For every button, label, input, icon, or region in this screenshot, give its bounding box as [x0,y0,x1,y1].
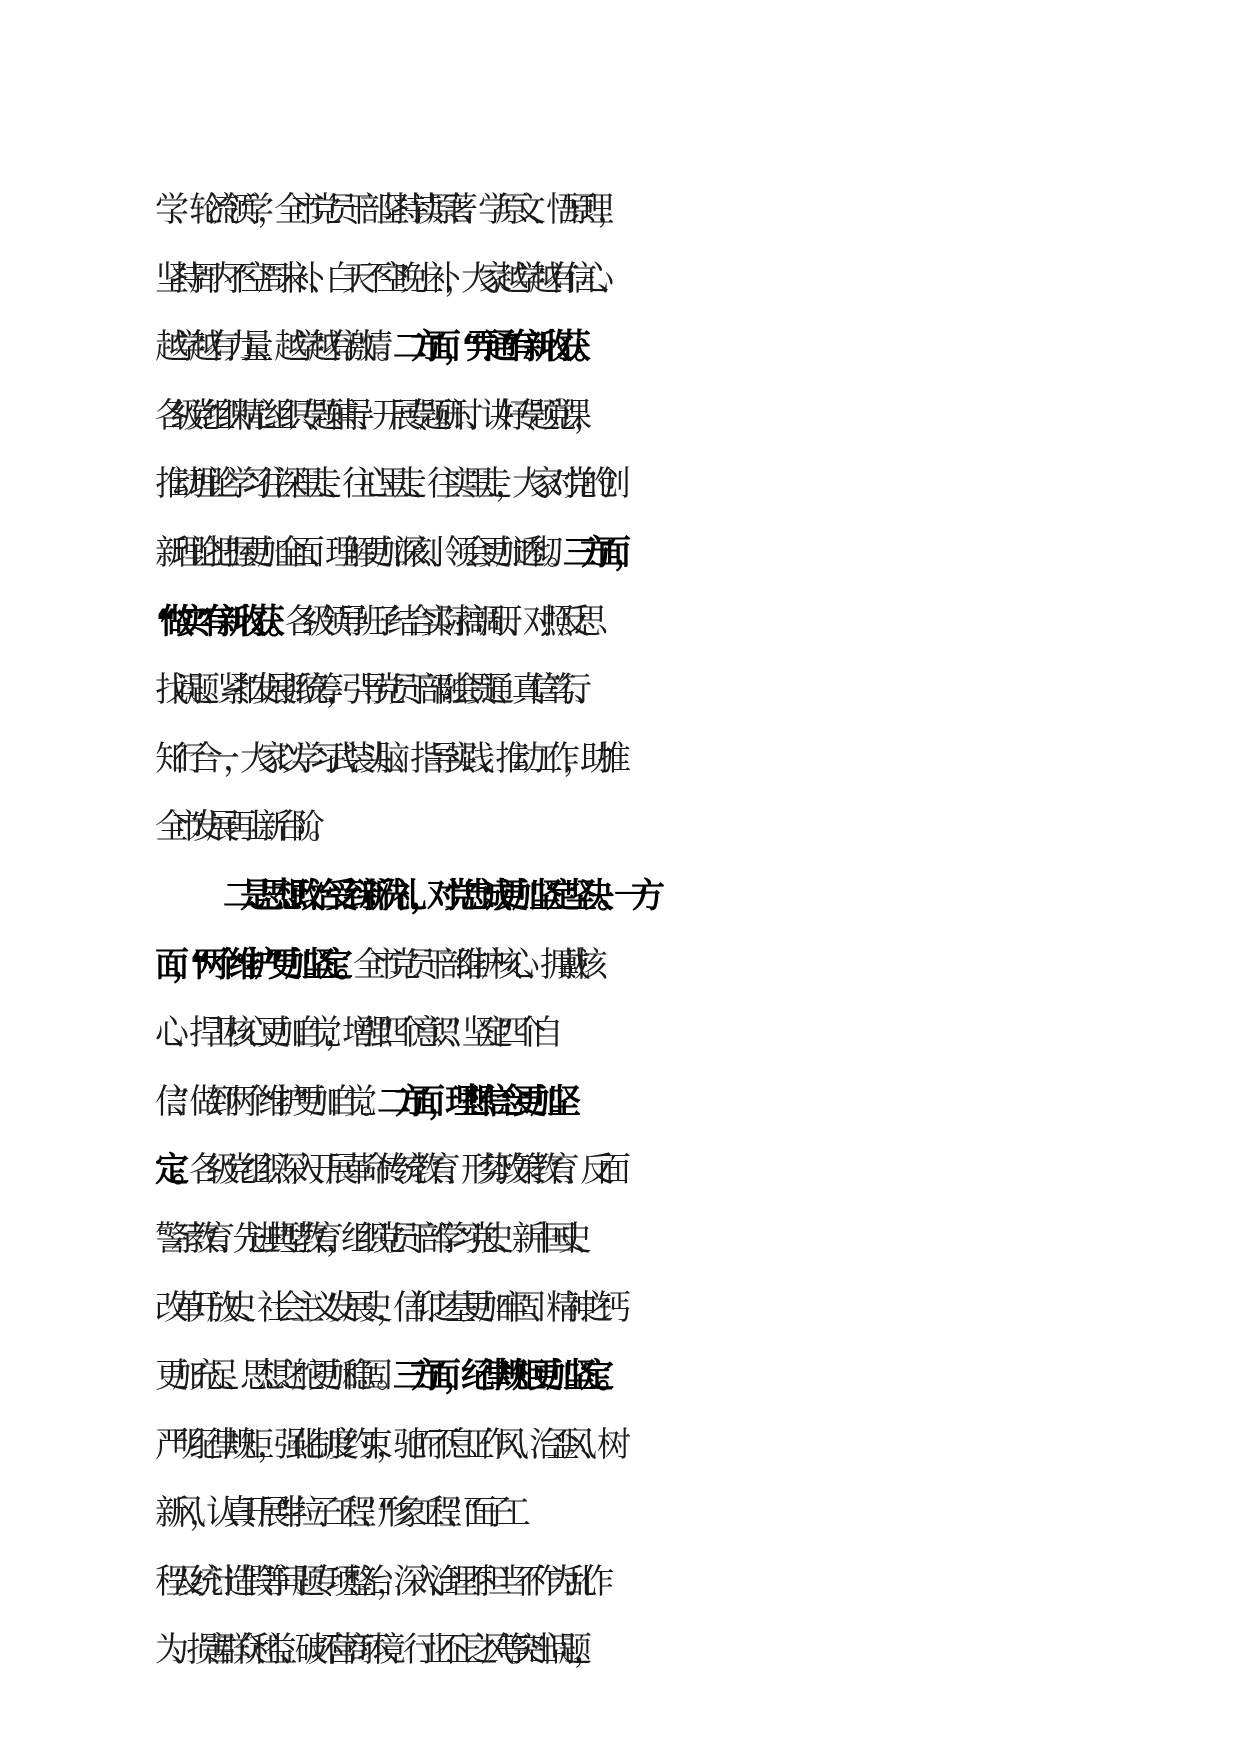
text-line [155,1421,1095,1490]
text-line [155,803,1095,872]
text-line [155,323,1095,392]
text-line [155,1489,1095,1558]
bold-heading-run: 三方面， [563,532,631,573]
text-line [155,1284,1095,1353]
text-run: 信”、做到“两个维护”更加自觉。 [155,1081,378,1122]
bold-heading-run: 二是思想政治受到新洗礼，对党忠诚更加坚定坚决。一方 [223,875,648,916]
text-run: 推动理论学习往深里走、往心里走、往实里走，大家对党的创 [155,464,614,505]
text-run: 改革开放史、社会主义发展史，信仰之基更加牢固、精神之钙 [155,1287,614,1328]
text-line [155,460,1095,529]
bold-heading-run: 面，“两个维护”更加坚定。 [155,944,353,985]
text-run: 严明纪律规矩，强化制度约束，驰而不息正作风、治歪风、树 [155,1424,614,1465]
text-run: 为、损害群众利益、破坏营商环境、行业不正之风等突出问题， [155,1630,589,1671]
text-run: 更加充足、思想之舵更加稳固。 [155,1356,393,1397]
text-line [155,1078,1095,1147]
text-run: 全市党员干部维护核心、拥戴核 [352,944,591,985]
bold-heading-run: “做实”有新收获。 [155,601,285,642]
body-text [155,186,1095,1695]
text-run: 各级党组织深入开展革命传统教育、形势政策教育、反面 [189,1150,614,1191]
bold-heading-run: 定。 [155,1150,189,1191]
text-line [155,1626,1095,1695]
text-line [155,941,1095,1010]
text-run: 找问题、紧扣发展抓统筹，引导党员干部融会贯通、真信笃行、 [155,670,589,711]
text-line [155,529,1095,598]
text-run: 全市发展再上新台阶。 [155,807,325,848]
text-run: 各级领导班子结合实际搞调研、对照反思 [284,601,591,642]
text-line [155,598,1095,667]
text-line [155,1215,1095,1284]
text-line [155,1146,1095,1215]
text-line [155,1009,1095,1078]
text-line [155,1558,1095,1627]
text-run: 警示教育、先进典型教育，组织党员干部学习党史、新中国史、 [155,1218,589,1259]
text-line [155,735,1095,804]
text-run: 知行合一，大家以学习武装头脑、指导实践、推动工作，助推 [155,738,614,779]
text-run: 新风，认真开展“半拉子工程”、“形象工程”、“面子工 [155,1493,514,1534]
text-line [155,666,1095,735]
text-line [155,186,1095,255]
text-run: 越学越有力量、越学越有激情。 [155,327,393,368]
bold-heading-run: 三方面，纪律规矩更加坚定。 [393,1356,614,1397]
text-run: 坚持周内不空周末补、白天不空晚上补，大家越学越有信心、 [155,258,614,299]
text-run: 程”及统计造假等问题专项整治，深入治理不担当不作为乱作 [155,1561,598,1602]
text-line [155,392,1095,461]
text-run: 学、轮流领学，全市党员干部坚持读原著、学原文、悟原理， [155,190,614,230]
text-run: 各级党组织精心组织专题辅导、开展专题研讨、讲好专题党课， [155,395,589,436]
text-line [155,255,1095,324]
text-run: 新理论把握更加全面、理解更加深刻、领会更加透彻。 [155,532,563,573]
text-line [155,1352,1095,1421]
text-run: 心、捍卫核心更加自觉，增强“四个意识”、坚定“四个自 [155,1013,548,1054]
paragraph-first-line [155,872,1095,941]
bold-heading-run: 二方面，理想信念更加坚 [377,1081,565,1122]
bold-heading-run: 二方面，“弄通”有新收获。 [393,327,591,368]
